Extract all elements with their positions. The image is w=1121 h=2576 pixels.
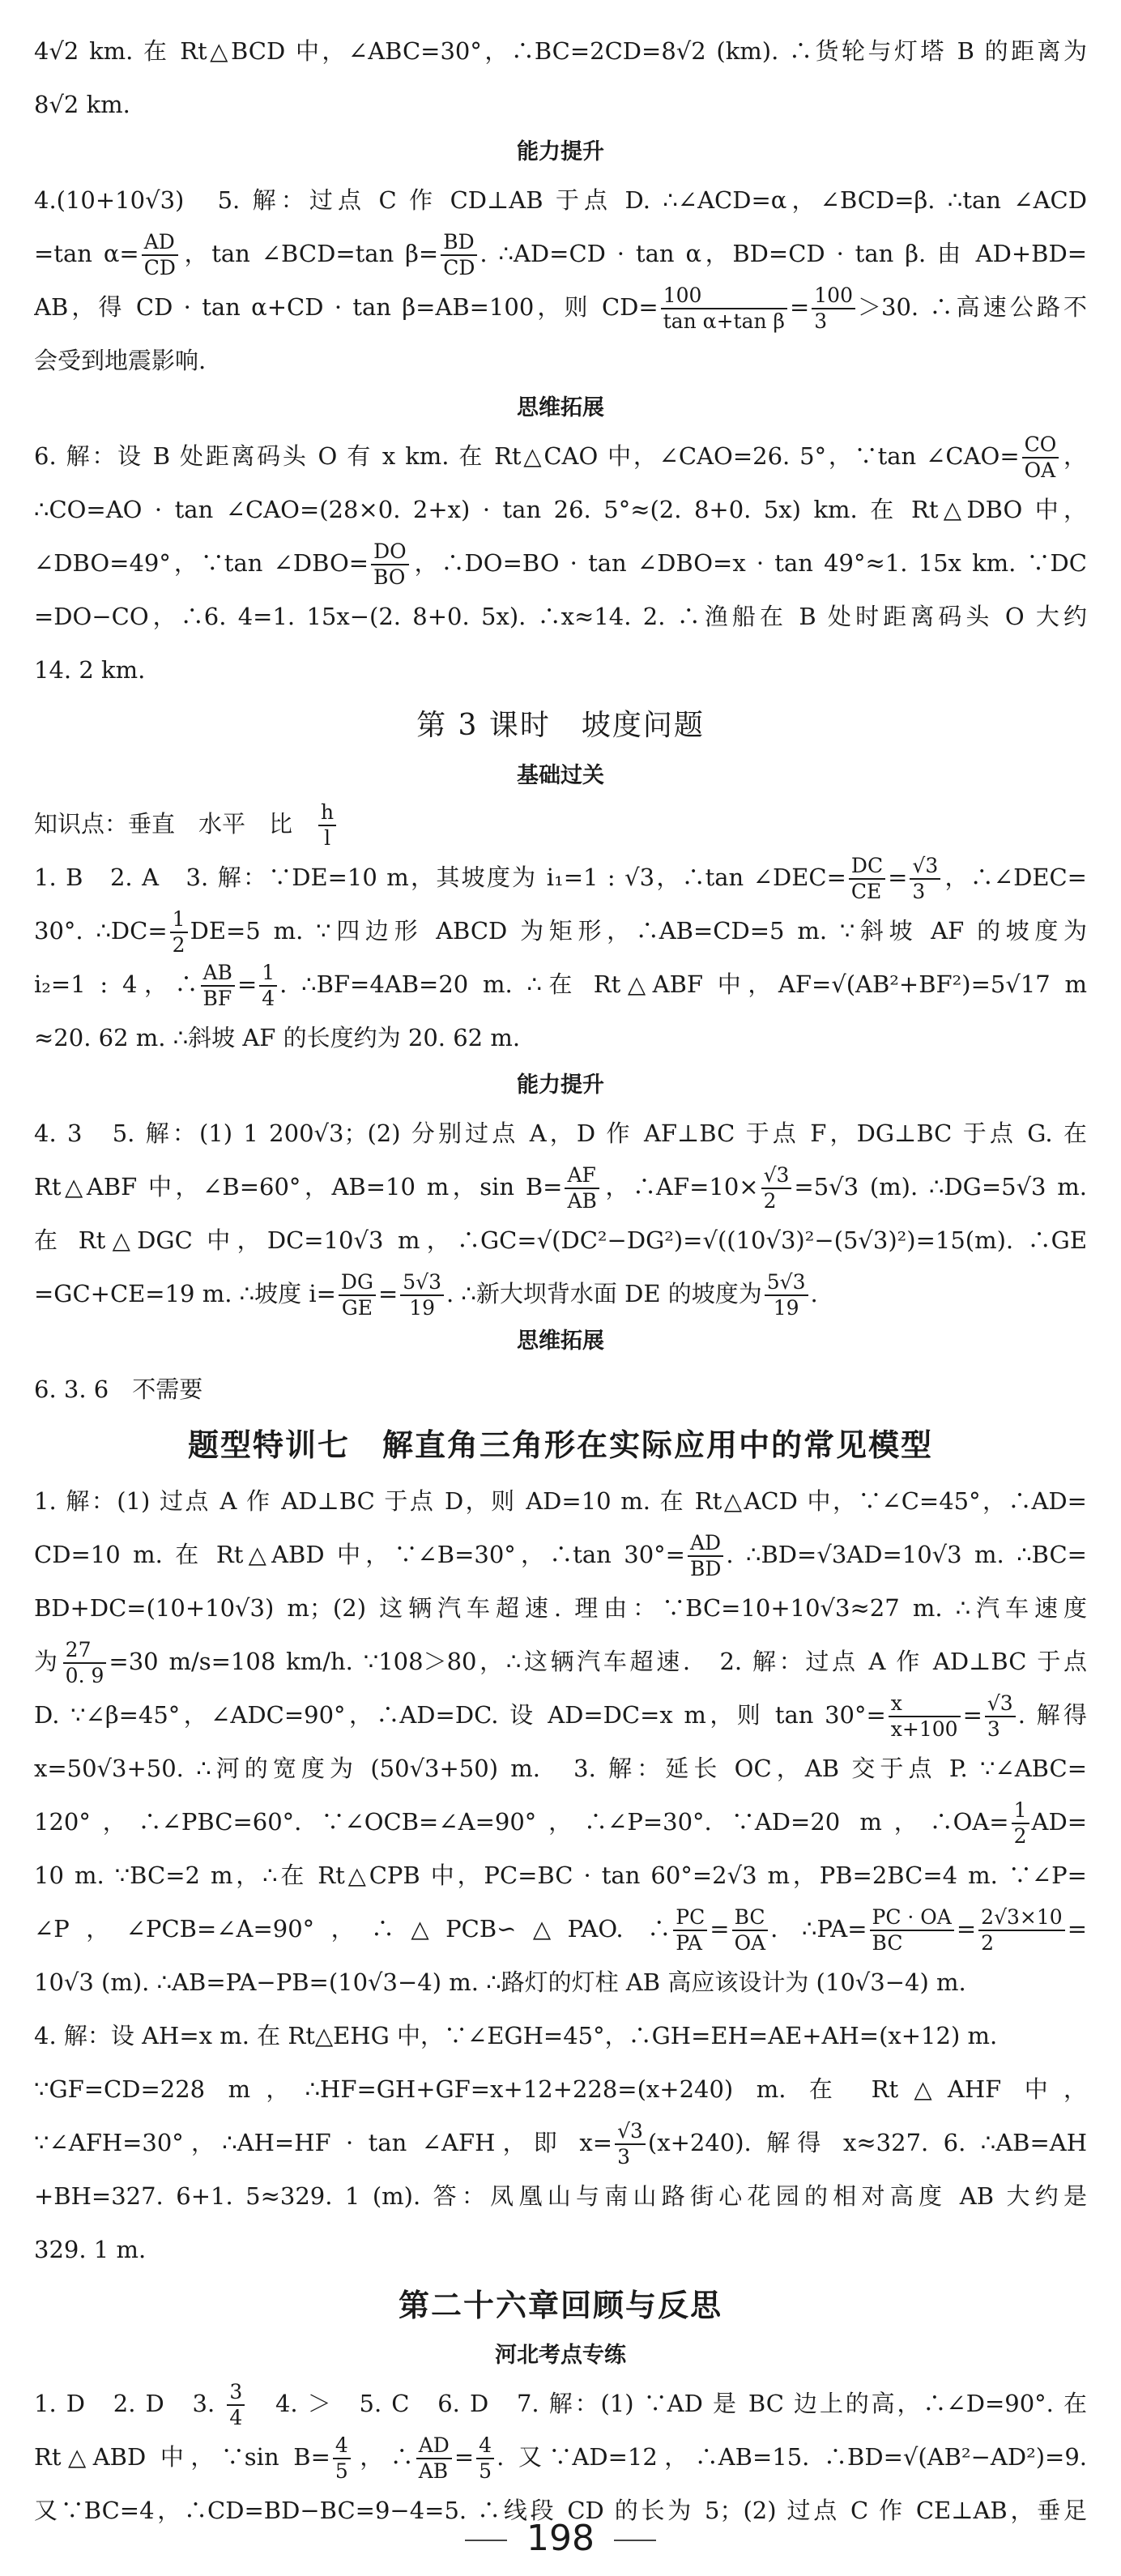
knowledge-line [34, 797, 1087, 851]
text-line: 4. 3 5. 解：(1) 1 200√3；(2) 分别过点 A，D 作 AF⊥BC 于点 F，DG⊥BC 于点 G. 在 [34, 1120, 1087, 1147]
section-heading: 能力提升 [517, 139, 604, 164]
fraction [1022, 433, 1059, 483]
text-run: = [962, 1701, 982, 1729]
page-number: 198 [526, 2518, 595, 2559]
text-run: Rt△ABF 中，∠B=60°，AB=10 m，sin B= [34, 1173, 563, 1201]
fraction [441, 230, 477, 280]
text-run: AB，得 CD · tan α+CD · tan β=AB=100，则 CD= [34, 293, 659, 321]
fraction-part: 19 [773, 1296, 799, 1320]
fraction-part: 2 [172, 933, 185, 957]
text-run: ， [1061, 442, 1087, 470]
text-line: 10√3 (m). ∴AB=PA−PB=(10√3−4) m. ∴路灯的灯柱 AB 高应该设计为 (10√3−4) m. [34, 1968, 966, 1996]
section-heading: 思维拓展 [517, 395, 604, 420]
text-run: =tan α= [34, 240, 139, 267]
text-line [34, 536, 1087, 590]
section-heading: 河北考点专练 [495, 2343, 626, 2368]
fraction [227, 2380, 245, 2430]
fraction [615, 2119, 646, 2169]
text-run: = [710, 1915, 730, 1943]
fraction-part: BC [732, 1905, 769, 1931]
fraction [371, 540, 409, 590]
fraction-part: x+100 [890, 1717, 958, 1741]
text-line: 4√2 km. 在 Rt△BCD 中，∠ABC=30°，∴BC=2CD=8√2 (km). ∴货轮与灯塔 B 的距离为 [34, 37, 1087, 65]
text-line [34, 1902, 1087, 1955]
fraction [910, 854, 940, 904]
fraction [765, 1270, 808, 1320]
fraction-part: BD [689, 1557, 722, 1580]
text-run: = [377, 1280, 399, 1307]
text-line [34, 1795, 1087, 1849]
fraction-part: PC [673, 1905, 707, 1931]
fraction-part: 100 [661, 284, 787, 309]
page-footer [0, 2518, 1121, 2559]
text-run: = [237, 970, 258, 998]
fraction [339, 1270, 376, 1320]
text-line: 329. 1 m. [34, 2236, 147, 2263]
fraction [761, 1163, 792, 1213]
text-run: ，∴AF=10× [601, 1173, 759, 1201]
section-heading: 基础过关 [517, 763, 604, 788]
fraction [661, 284, 787, 334]
text-line [34, 227, 1087, 280]
text-run: ∵∠AFH=30°，∴AH=HF · tan ∠AFH，即 x= [34, 2129, 613, 2156]
fraction-part: 3 [617, 2145, 630, 2169]
text-line: 1. 解：(1) 过点 A 作 AD⊥BC 于点 D，则 AD=10 m. 在 Rt△ACD 中，∵∠C=45°，∴AD= [34, 1487, 1087, 1515]
text-line: 在 Rt△DGC 中，DC=10√3 m，∴GC=√(DC²−DG²)=√((10√3)²−(5√3)²)=15(m). ∴GE [34, 1226, 1087, 1254]
fraction-part: CD [443, 256, 475, 279]
fraction-part: 2 [1013, 1824, 1027, 1848]
fraction [416, 2433, 452, 2484]
fraction-part: 3 [987, 1717, 1000, 1741]
text-run: = [789, 293, 810, 321]
fraction-part: 1 [259, 961, 277, 987]
text-run: ∠P，∠PCB=∠A=90°，∴△PCB∽△PAO. ∴ [34, 1915, 671, 1943]
fraction-part: 4 [476, 2433, 494, 2459]
fraction [985, 1691, 1016, 1742]
fraction-part: 3 [912, 880, 926, 903]
text-line: 4.(10+10√3) 5. 解：过点 C 作 CD⊥AB 于点 D. ∴∠ACD=α，∠BCD=β. ∴tan ∠ACD [34, 186, 1087, 214]
fraction [201, 961, 235, 1011]
text-line [34, 851, 1087, 904]
fraction [889, 1691, 961, 1742]
text-run: . ∴新大坝背水面 DE 的坡度为 [446, 1280, 762, 1307]
text-run: i₂=1 : 4，∴ [34, 970, 198, 998]
text-run: . 解得 [1017, 1701, 1087, 1729]
text-run: Rt△ABD 中，∵sin B= [34, 2443, 330, 2471]
fraction [333, 2433, 351, 2484]
text-run: . 又∵AD=12，∴AB=15. ∴BD=√(AB²−AD²)=9. [497, 2443, 1087, 2471]
text-run: 120°，∴∠PBC=60°. ∵∠OCB=∠A=90°，∴∠P=30°. ∵AD=20 m，∴OA= [34, 1808, 1009, 1836]
text-line [34, 1528, 1087, 1581]
text-run: (x+240). 解得 x≈327. 6. ∴AB=AH [647, 2129, 1087, 2156]
fraction-part: AB [567, 1189, 597, 1213]
fraction-part: BO [373, 565, 406, 589]
fraction-part: 4 [262, 987, 275, 1010]
fraction [870, 1905, 954, 1955]
fraction-part: l [324, 826, 331, 850]
text-line: ∴CO=AO · tan ∠CAO=(28×0. 2+x) · tan 26. 5°≈(2. 8+0. 5x) km. 在 Rt△DBO 中， [34, 496, 1087, 523]
fraction-part: 4 [229, 2406, 243, 2429]
text-line [34, 957, 1087, 1011]
fraction-part: BD [441, 230, 477, 256]
fraction [142, 230, 178, 280]
fraction [476, 2433, 494, 2484]
fraction-part: PC · OA [870, 1905, 954, 1931]
text-run: =5√3 (m). ∴DG=5√3 m. [794, 1173, 1087, 1201]
fraction [63, 1638, 107, 1688]
fraction [688, 1531, 723, 1581]
text-run: 知识点：垂直 水平 比 [34, 810, 317, 838]
text-run: ，tan ∠BCD=tan β= [180, 240, 439, 267]
text-line: 会受到地震影响. [34, 347, 207, 374]
fraction-part: 27 [63, 1638, 107, 1664]
text-line: 4. 解：设 AH=x m. 在 Rt△EHG 中，∵∠EGH=45°，∴GH=EH=AE+AH=(x+12) m. [34, 2022, 998, 2049]
fraction [673, 1905, 707, 1955]
fraction-part: AD [416, 2433, 452, 2459]
text-run: ，∴DO=BO · tan ∠DBO=x · tan 49°≈1. 15x km. ∵DC [411, 549, 1087, 577]
section-heading: 思维拓展 [517, 1329, 604, 1354]
fraction-part: 5 [479, 2459, 492, 2483]
section-heading: 能力提升 [517, 1073, 604, 1098]
fraction [565, 1163, 599, 1213]
fraction-part: DO [371, 540, 409, 565]
footer-rule-left [465, 2540, 507, 2541]
fraction-part: 3 [814, 309, 828, 333]
text-run: 4. ＞ 5. C 6. D 7. 解：(1) ∵AD 是 BC 边上的高，∴∠D=90°. 在 [247, 2390, 1087, 2417]
fraction [812, 284, 855, 334]
fraction [170, 907, 188, 957]
text-run: . [810, 1280, 818, 1307]
text-run: DE=5 m. ∵四边形 ABCD 为矩形，∴AB=CD=5 m. ∵斜坡 AF 的坡度为 [190, 917, 1087, 945]
fraction-part: 1 [170, 907, 188, 933]
lesson-title: 第 3 课时 坡度问题 [416, 709, 705, 742]
fraction-part: 5√3 [765, 1270, 808, 1296]
text-line: BD+DC=(10+10√3) m；(2) 这辆汽车超速. 理由：∵BC=10+10√3≈27 m. ∴汽车速度 [34, 1594, 1087, 1622]
fraction-part: 19 [409, 1296, 436, 1320]
fraction-part: 2√3×10 [978, 1905, 1065, 1931]
text-run: D. ∵∠β=45°，∠ADC=90°，∴AD=DC. 设 AD=DC=x m，则 tan 30°= [34, 1701, 886, 1729]
text-run: ∠DBO=49°，∵tan ∠DBO= [34, 549, 369, 577]
fraction-part: √3 [985, 1691, 1016, 1717]
fraction-part: BF [202, 987, 232, 1010]
text-run: =30 m/s=108 km/h. ∵108＞80，∴这辆汽车超速. 2. 解：过点 A 作 AD⊥BC 于点 [109, 1648, 1087, 1675]
text-line: 14. 2 km. [34, 656, 146, 684]
fraction-part: PA [676, 1931, 702, 1955]
fraction-part: 1 [1012, 1798, 1029, 1824]
footer-rule-right [614, 2540, 656, 2541]
text-line: x=50√3+50. ∴河的宽度为 (50√3+50) m. 3. 解：延长 OC，AB 交于点 P. ∵∠ABC= [34, 1755, 1087, 1782]
text-line: ∵GF=CD=228 m，∴HF=GH+GF=x+12+228=(x+240) m. 在 Rt△AHF 中， [34, 2075, 1087, 2103]
fraction-part: 100 [812, 284, 855, 309]
text-line [34, 429, 1087, 483]
fraction [259, 961, 277, 1011]
text-run: ，∴∠DEC= [943, 864, 1087, 891]
text-run: . ∴AD=CD · tan α，BD=CD · tan β. 由 AD+BD= [480, 240, 1087, 267]
text-run: = [888, 864, 908, 891]
text-line: 6. 3. 6 不需要 [34, 1375, 203, 1403]
text-line [34, 1635, 1087, 1688]
fraction-part: OA [1024, 458, 1056, 482]
text-run: . ∴BF=4AB=20 m. ∴在 Rt△ABF 中，AF=√(AB²+BF²)=5√17 m [279, 970, 1087, 998]
fraction-part: √3 [615, 2119, 646, 2145]
fraction-part: CE [850, 880, 882, 903]
fraction-part: 0. 9 [65, 1664, 104, 1687]
text-run: 为 [34, 1648, 61, 1675]
text-run: AD= [1031, 1808, 1087, 1836]
special-training-title: 题型特训七 解直角三角形在实际应用中的常见模型 [187, 1427, 933, 1463]
fraction-part: CO [1022, 433, 1059, 458]
chapter-review-title: 第二十六章回顾与反思 [398, 2288, 722, 2323]
text-line [34, 1688, 1087, 1742]
text-line [34, 2430, 1087, 2484]
text-line [34, 280, 1087, 334]
text-run: 1. B 2. A 3. 解：∵DE=10 m，其坡度为 i₁=1 : √3，∴tan ∠DEC= [34, 864, 846, 891]
fraction-part: DC [849, 854, 885, 880]
text-line: +BH=327. 6+1. 5≈329. 1 (m). 答：凤凰山与南山路街心花园的相对高度 AB 大约是 [34, 2182, 1087, 2210]
text-run: = [1067, 1915, 1087, 1943]
fraction-part: tan α+tan β [663, 309, 785, 333]
fraction-part: BC [872, 1931, 903, 1955]
fraction-part: AB [201, 961, 235, 987]
fraction [978, 1905, 1065, 1955]
text-run: ＞30. ∴高速公路不 [858, 293, 1087, 321]
text-line [34, 1267, 1087, 1320]
text-run: = [454, 2443, 475, 2471]
text-run: 1. D 2. D 3. [34, 2390, 225, 2417]
fraction-part: √3 [910, 854, 940, 880]
fraction-part: 5 [335, 2459, 348, 2483]
fraction-part: x [889, 1691, 961, 1717]
text-run: CD=10 m. 在 Rt△ABD 中，∵∠B=30°，∴tan 30°= [34, 1541, 685, 1568]
fraction-part: √3 [761, 1163, 792, 1189]
fraction-part: 2 [763, 1189, 777, 1213]
text-run: = [956, 1915, 977, 1943]
text-line [34, 904, 1087, 957]
text-run: . ∴BD=√3AD=10√3 m. ∴BC= [726, 1541, 1087, 1568]
fraction-part: AD [142, 230, 178, 256]
fraction-part: h [318, 800, 336, 826]
text-run: ，∴ [352, 2443, 414, 2471]
fraction-part: AF [565, 1163, 599, 1189]
fraction-part: OA [734, 1931, 766, 1955]
fraction-part: AB [418, 2459, 449, 2483]
text-run: 30°. ∴DC= [34, 917, 168, 945]
text-run: . ∴PA= [770, 1915, 867, 1943]
text-line [34, 2377, 1087, 2430]
fraction [1012, 1798, 1029, 1849]
fraction-part: GE [341, 1296, 373, 1320]
fraction-part: 5√3 [400, 1270, 444, 1296]
text-run: =GC+CE=19 m. ∴坡度 i= [34, 1280, 336, 1307]
fraction-part: 4 [333, 2433, 351, 2459]
text-line: 10 m. ∵BC=2 m，∴在 Rt△CPB 中，PC=BC · tan 60°=2√3 m，PB=2BC=4 m. ∵∠P= [34, 1862, 1087, 1889]
fraction [849, 854, 885, 904]
text-line: 8√2 km. [34, 91, 130, 118]
text-line: 又∵BC=4，∴CD=BD−BC=9−4=5. ∴线段 CD 的长为 5；(2) 过点 C 作 CE⊥AB，垂足 [34, 2497, 1087, 2524]
fraction-part: AD [688, 1531, 723, 1557]
fraction [400, 1270, 444, 1320]
text-line [34, 1160, 1087, 1213]
fraction [732, 1905, 769, 1955]
fraction-part: CD [143, 256, 176, 279]
text-run: 6. 解：设 B 处距离码头 O 有 x km. 在 Rt△CAO 中，∠CAO=26. 5°，∵tan ∠CAO= [34, 442, 1020, 470]
fraction-part: DG [339, 1270, 376, 1296]
text-line: =DO−CO，∴6. 4=1. 15x−(2. 8+0. 5x). ∴x≈14. 2. ∴渔船在 B 处时距离码头 O 大约 [34, 603, 1087, 630]
text-line: ≈20. 62 m. ∴斜坡 AF 的长度约为 20. 62 m. [34, 1024, 521, 1051]
text-line [34, 2116, 1087, 2169]
fraction-part: 2 [981, 1931, 995, 1955]
fraction [318, 800, 336, 851]
fraction-part: 3 [227, 2380, 245, 2406]
